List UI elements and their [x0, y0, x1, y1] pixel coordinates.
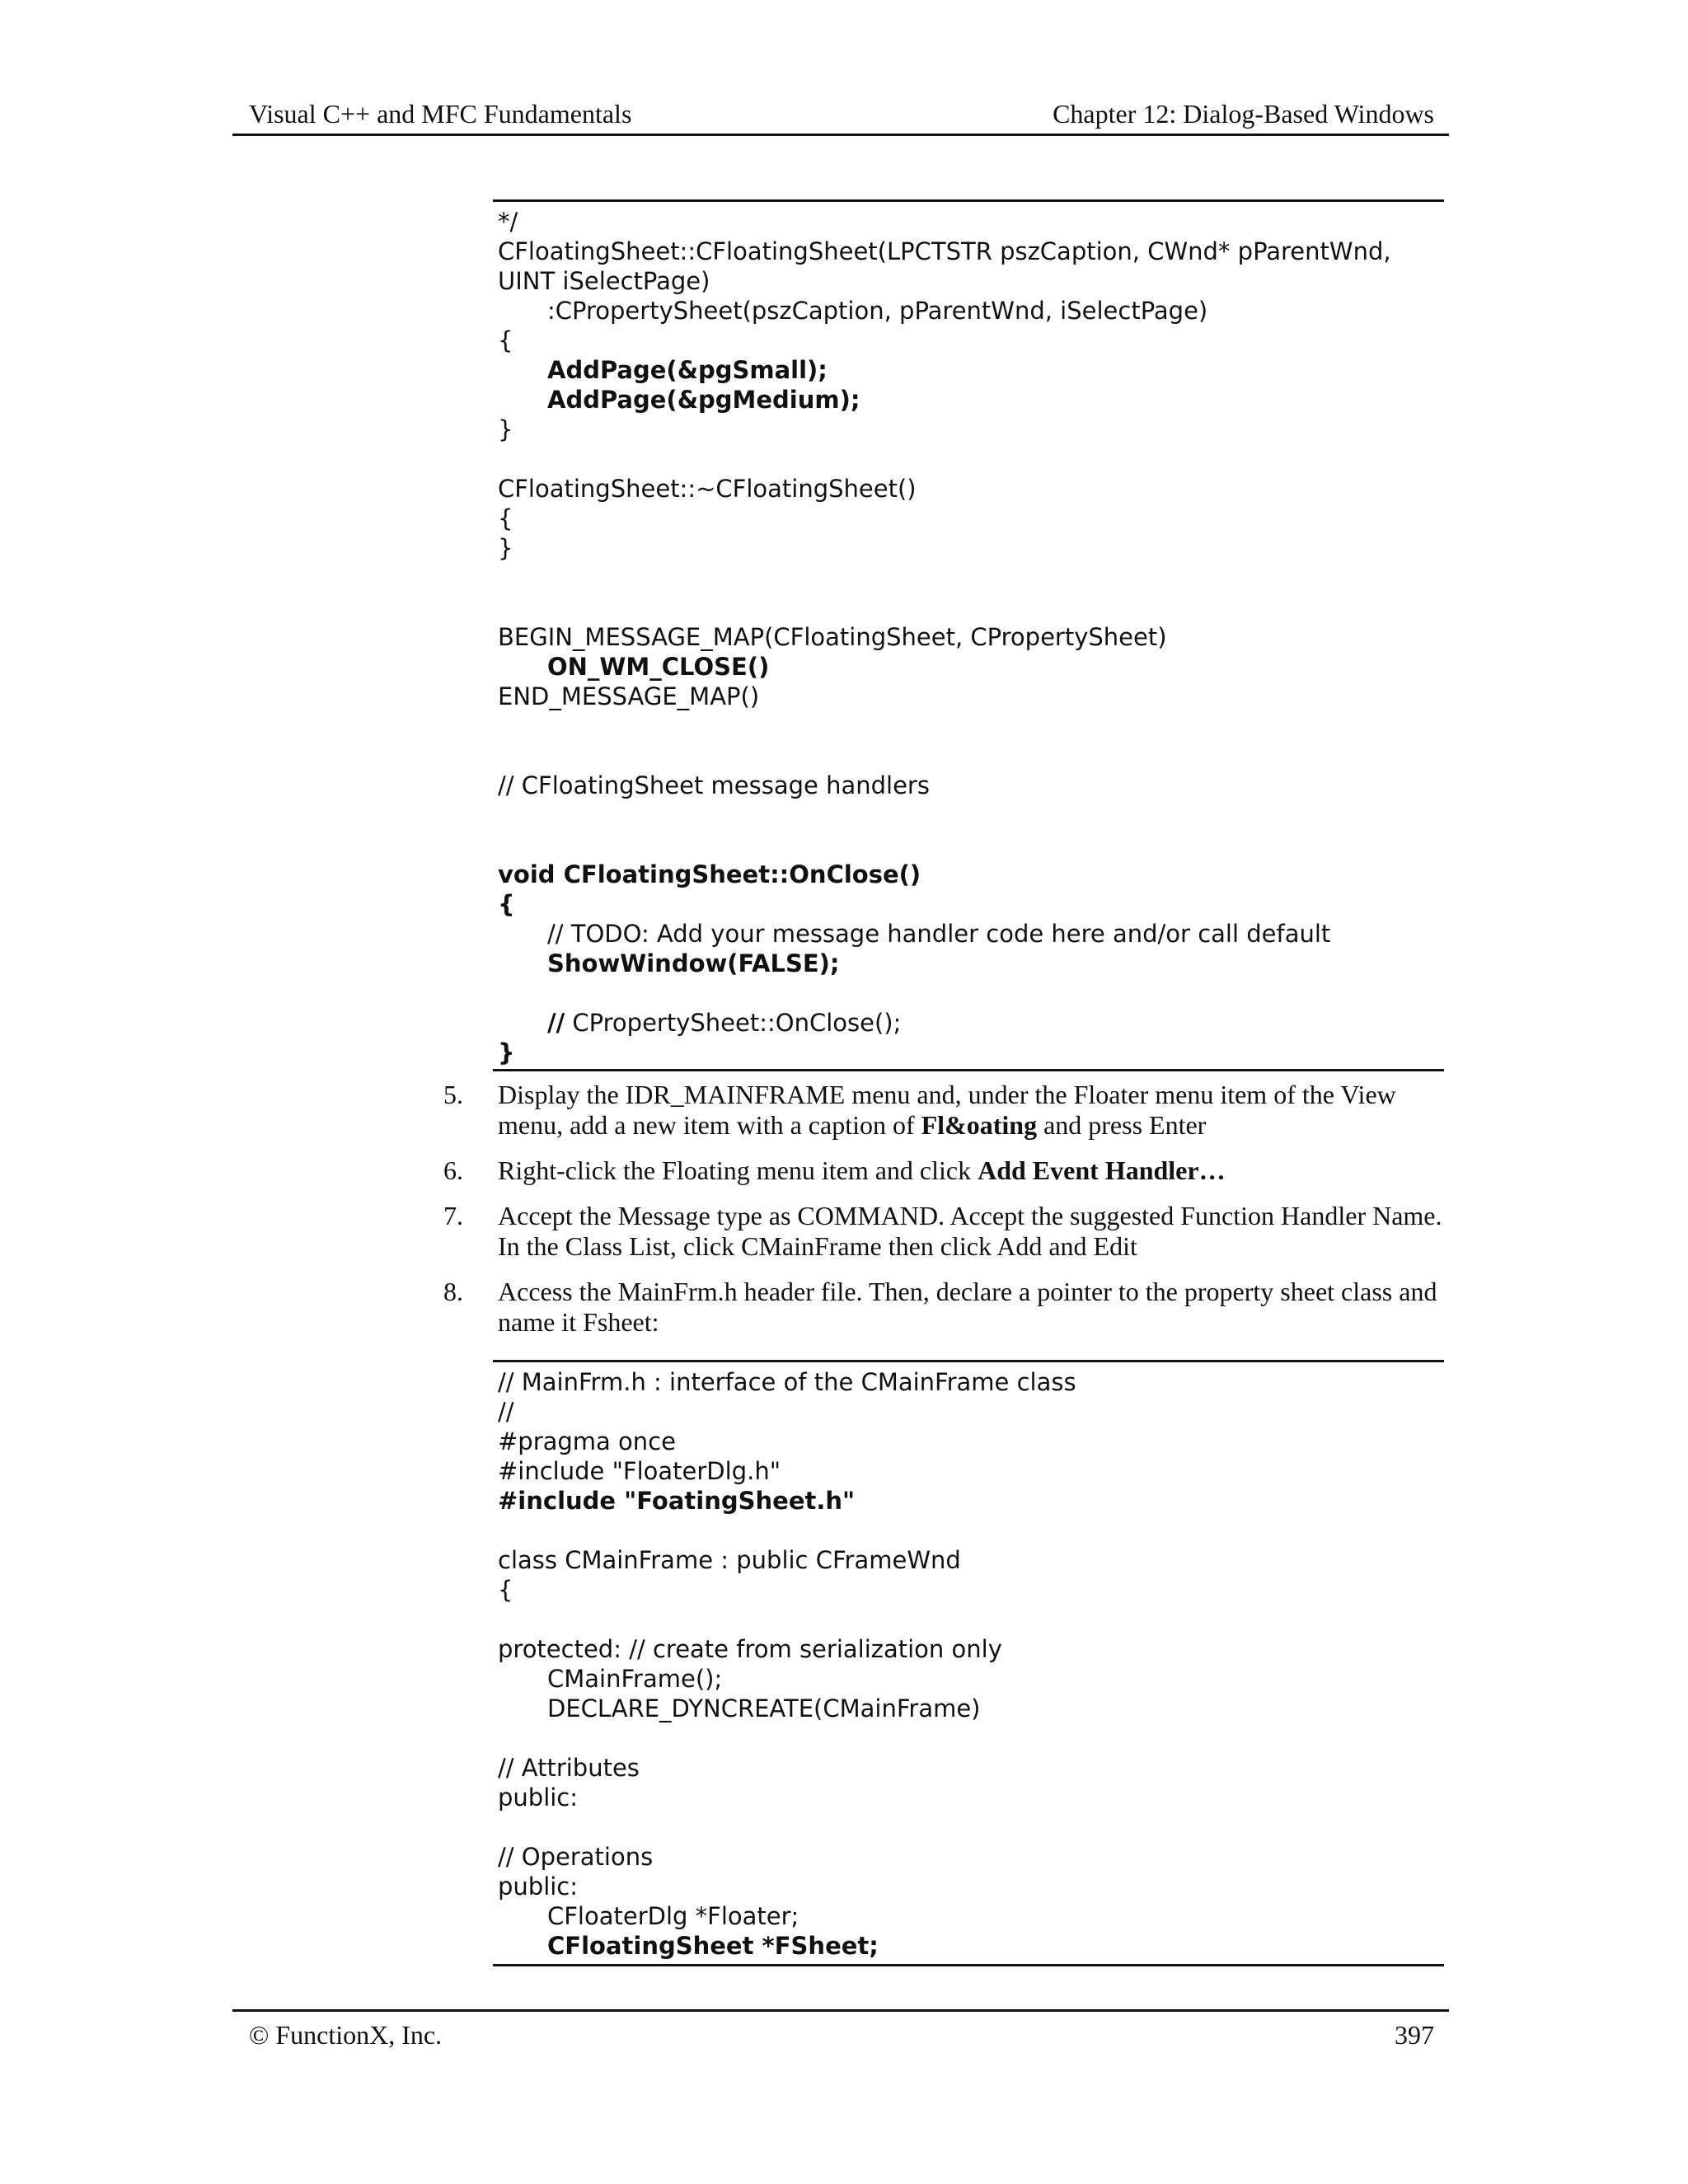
code-line: {: [498, 890, 515, 918]
page-number: 397: [1395, 2020, 1434, 2050]
code-line: CFloatingSheet *FSheet;: [547, 1932, 879, 1960]
code-line: CFloaterDlg *Floater;: [547, 1902, 799, 1930]
code-line: // Attributes: [498, 1754, 640, 1782]
code-line: #pragma once: [498, 1427, 676, 1455]
step-bold-text: Add Event Handler…: [978, 1155, 1226, 1185]
page-footer: [232, 2009, 1449, 2061]
code-line: ShowWindow(FALSE);: [547, 949, 840, 977]
step-item: [443, 1277, 1449, 1338]
chapter-title: Chapter 12: Dialog-Based Windows: [1053, 99, 1434, 129]
code-line: //: [498, 1398, 514, 1426]
instruction-steps: [443, 1080, 1449, 1352]
code-line: [498, 563, 1444, 593]
code-listing-floating-sheet-cpp: [493, 199, 1444, 1071]
code-line: CFloatingSheet::CFloatingSheet(LPCTSTR pszCaption, CWnd* pParentWnd, UINT iSelectPage): [498, 237, 1391, 295]
book-title: Visual C++ and MFC Fundamentals: [249, 99, 632, 129]
code-line: [498, 1008, 1444, 1038]
comment-marker: //: [547, 1009, 565, 1037]
step-text: Access the MainFrm.h header file. Then, declare a pointer to the property sheet class and name it Fsheet:: [498, 1277, 1437, 1337]
code-line: }: [498, 534, 513, 562]
code-line: [498, 800, 1444, 830]
code-line: ON_WM_CLOSE(): [547, 653, 770, 681]
code-line: public:: [498, 1783, 579, 1811]
code-line: CFloatingSheet::~CFloatingSheet(): [498, 475, 917, 503]
code-listing-mainfrm-h: [493, 1360, 1444, 1966]
code-line: // TODO: Add your message handler code here and/or call default: [547, 920, 1331, 948]
step-text: Right-click the Floating menu item and click: [498, 1155, 978, 1185]
code-line: [498, 1516, 1444, 1545]
code-line: [498, 1723, 1444, 1753]
page-header: [232, 99, 1449, 136]
code-line: void CFloatingSheet::OnClose(): [498, 860, 921, 888]
code-line: END_MESSAGE_MAP(): [498, 682, 760, 710]
step-text-after: and press Enter: [1037, 1110, 1207, 1140]
code-line: */: [498, 208, 518, 236]
code-line: }: [498, 415, 513, 443]
step-item: [443, 1155, 1449, 1186]
code-line: {: [498, 326, 513, 354]
code-line: CMainFrame();: [547, 1665, 723, 1693]
code-line: public:: [498, 1872, 579, 1900]
code-line: [498, 978, 1444, 1008]
code-line: AddPage(&pgMedium);: [547, 386, 860, 414]
code-line: AddPage(&pgSmall);: [547, 356, 828, 384]
code-line: [498, 711, 1444, 741]
step-number: 6.: [443, 1155, 463, 1185]
code-line: [498, 830, 1444, 860]
code-line: }: [498, 1038, 515, 1066]
step-item: [443, 1201, 1449, 1262]
code-line: DECLARE_DYNCREATE(CMainFrame): [547, 1694, 981, 1722]
copyright-text: © FunctionX, Inc.: [249, 2020, 443, 2050]
code-line: [498, 444, 1444, 474]
code-line: BEGIN_MESSAGE_MAP(CFloatingSheet, CPropertySheet): [498, 623, 1167, 651]
code-line: :CPropertySheet(pszCaption, pParentWnd, iSelectPage): [547, 297, 1208, 325]
step-text: Display the IDR_MAINFRAME menu and, under the Floater menu item of the View menu, add a new item with a caption of: [498, 1080, 1396, 1140]
code-line: class CMainFrame : public CFrameWnd: [498, 1546, 961, 1574]
code-line: protected: // create from serialization only: [498, 1635, 1002, 1663]
code-line: [498, 741, 1444, 771]
step-bold-text: Fl&oating: [921, 1110, 1038, 1140]
code-line: [498, 1812, 1444, 1842]
step-number: 8.: [443, 1277, 463, 1306]
code-line: #include "FloaterDlg.h": [498, 1457, 781, 1485]
code-line: {: [498, 504, 513, 532]
code-line: {: [498, 1576, 513, 1604]
code-line: // CFloatingSheet message handlers: [498, 771, 930, 799]
code-text: CPropertySheet::OnClose();: [565, 1009, 902, 1037]
step-number: 5.: [443, 1080, 463, 1109]
code-line: // Operations: [498, 1843, 654, 1871]
step-item: [443, 1080, 1449, 1141]
code-line: #include "FoatingSheet.h": [498, 1487, 856, 1515]
code-line: [498, 1605, 1444, 1634]
code-line: [498, 593, 1444, 622]
step-text: Accept the Message type as COMMAND. Accept the suggested Function Handler Name. In the Class List, click CMainFrame then click Add and Edit: [498, 1201, 1442, 1261]
code-line: // MainFrm.h : interface of the CMainFrame class: [498, 1368, 1076, 1396]
step-number: 7.: [443, 1201, 463, 1230]
